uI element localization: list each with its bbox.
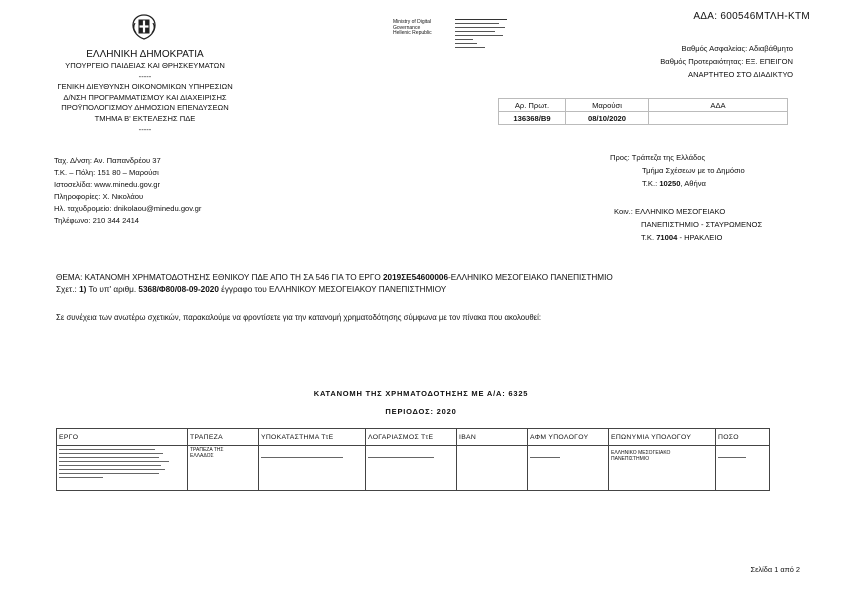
protocol-number: 136368/Β9: [499, 112, 566, 125]
column-header: ΛΟΓΑΡΙΑΣΜΟΣ ΤτΕ: [366, 429, 457, 446]
page-number: Σελίδα 1 από 2: [750, 565, 800, 574]
digital-signature-stamp: [393, 16, 533, 51]
header-separator: -----: [138, 71, 152, 81]
signature-org-line: Hellenic Republic: [393, 30, 432, 37]
signature-org-line: Ministry of Digital: [393, 19, 432, 25]
column-header: ΕΠΩΝΥΜΙΑ ΥΠΟΛΟΓΟΥ: [609, 429, 716, 446]
column-header: ΑΦΜ ΥΠΟΛΟΓΟΥ: [528, 429, 609, 446]
recipient-block: [610, 151, 820, 190]
account-cell: [366, 446, 457, 491]
cc-postal-code: 71004: [656, 233, 678, 242]
bank-name: ΕΛΛΑΔΟΣ: [190, 452, 214, 459]
website: Ιστοσελίδα: www.minedu.gov.gr: [54, 180, 161, 189]
reference-label: Σχετ.:: [56, 285, 80, 294]
amount-cell: [716, 446, 770, 491]
directorate-line-2: Δ/ΝΣΗ ΠΡΟΓΡΑΜΜΑΤΙΣΜΟΥ ΚΑΙ ΔΙΑΧΕΙΡΙΣΗΣ: [63, 92, 227, 102]
directorate-line-1: ΓΕΝΙΚΗ ΔΙΕΥΘΥΝΣΗ ΟΙΚΟΝΟΜΙΚΩΝ ΥΠΗΡΕΣΙΩΝ: [57, 82, 233, 92]
column-header: ΤΡΑΠΕΖΑ: [188, 429, 259, 446]
reference-source: έγγραφο του ΕΛΛΗΝΙΚΟΥ ΜΕΣΟΓΕΙΑΚΟΥ ΠΑΝΕΠΙΣΤΗΜΙΟΥ: [218, 285, 447, 294]
priority-level: Βαθμός Προτεραιότητας: ΕΞ. ΕΠΕΙΓΟΝ: [660, 57, 793, 66]
recipient-postal-code: 10250: [659, 179, 681, 188]
ada-header: ΑΔΑ: 600546ΜΤΛΗ-ΚΤΜ: [693, 11, 810, 22]
email-address: Ηλ. ταχυδρομείο: dnikolaou@minedu.gov.gr: [54, 204, 202, 213]
directorate-line-3: ΠΡΟΫΠΟΛΟΓΙΣΜΟΥ ΔΗΜΟΣΙΩΝ ΕΠΕΝΔΥΣΕΩΝ: [61, 103, 229, 113]
reference-document-id: 5368/Φ80/08-09-2020: [138, 285, 219, 294]
subject-text: ΘΕΜΑ: ΚΑΤΑΝΟΜΗ ΧΡΗΜΑΤΟΔΟΤΗΣΗΣ ΕΘΝΙΚΟΥ ΠΔΕ ΑΠΟ ΤΗ ΣΑ 546 ΓΙΑ ΤΟ ΕΡΓΟ: [56, 273, 383, 282]
postal-city: Τ.Κ. – Πόλη: 151 80 – Μαρούσι: [54, 168, 159, 177]
subject-project-name: -ΕΛΛΗΝΙΚΟ ΜΕΣΟΓΕΙΑΚΟ ΠΑΝΕΠΙΣΤΗΜΙΟ: [448, 273, 613, 282]
postal-address: Ταχ. Δ/νση: Αν. Παπανδρέου 37: [54, 156, 161, 165]
cc-postal-label: Τ.Κ.: [641, 233, 657, 242]
column-header: ΥΠΟΚΑΤΑΣΤΗΜΑ ΤτΕ: [259, 429, 366, 446]
payee-name: ΠΑΝΕΠΙΣΤΗΜΙΟ: [611, 455, 650, 462]
payee-cell: [609, 446, 716, 491]
allocation-period: ΠΕΡΙΟΔΟΣ: 2020: [385, 407, 457, 416]
protocol-place-header: Μαρούσι: [566, 99, 649, 112]
ministry-title: ΥΠΟΥΡΓΕΙΟ ΠΑΙΔΕΙΑΣ ΚΑΙ ΘΡΗΣΚΕΥΜΑΤΩΝ: [65, 61, 225, 70]
header-separator: -----: [138, 124, 152, 134]
column-header: ΠΟΣΟ: [716, 429, 770, 446]
reference-line: [56, 284, 796, 296]
intro-paragraph: Σε συνέχεια των ανωτέρω σχετικών, παρακαλούμε να φροντίσετε για την κατανομή χρηματοδότησης σύμφωνα με τον πίνακα που ακολουθεί:: [56, 313, 542, 322]
recipient-postal-label: Τ.Κ.:: [642, 179, 660, 188]
project-cell: [57, 446, 188, 491]
signature-detail-block: [455, 16, 515, 51]
allocation-table: [56, 428, 770, 491]
recipient-postal: [610, 177, 820, 190]
greek-emblem-icon: [131, 14, 157, 40]
signature-org-line: Governance: [393, 24, 421, 31]
protocol-date: 08/10/2020: [566, 112, 649, 125]
cc-recipient-location: ΠΑΝΕΠΙΣΤΗΜΙΟ - ΣΤΑΥΡΩΜΕΝΟΣ: [641, 220, 763, 229]
bank-cell: [188, 446, 259, 491]
branch-cell: [259, 446, 366, 491]
subject-line: [56, 272, 796, 284]
table-row: [57, 446, 770, 491]
phone-number: Τηλέφωνο: 210 344 2414: [54, 216, 140, 225]
protocol-ada: [649, 112, 788, 125]
protocol-ada-header: ΑΔΑ: [649, 99, 788, 112]
security-level: Βαθμός Ασφαλείας: Αδιαβάθμητο: [681, 44, 793, 53]
project-code: 2019ΣΕ54600006: [382, 273, 449, 282]
recipient-department: Τμήμα Σχέσεων με το Δημόσιο: [642, 166, 745, 175]
recipient-name: Προς: Τράπεζα της Ελλάδος: [610, 153, 706, 162]
reference-text: Το υπ' αριθμ.: [86, 285, 139, 294]
cc-block: [614, 205, 824, 244]
issuer-header: [40, 48, 250, 135]
protocol-number-header: Αρ. Πρωτ.: [499, 99, 566, 112]
contact-block: [54, 155, 354, 227]
publication-note: ΑΝΑΡΤΗΤΕΟ ΣΤΟ ΔΙΑΔΙΚΤΥΟ: [688, 70, 793, 79]
cc-city: - ΗΡΑΚΛΕΙΟ: [677, 233, 723, 242]
classification-block: [560, 42, 793, 81]
republic-title: ΕΛΛΗΝΙΚΗ ΔΗΜΟΚΡΑΤΙΑ: [86, 49, 204, 60]
allocation-title: ΚΑΤΑΝΟΜΗ ΤΗΣ ΧΡΗΜΑΤΟΔΟΤΗΣΗΣ ΜΕ Α/Α: 6325: [313, 389, 529, 398]
bank-name: ΤΡΑΠΕΖΑ ΤΗΣ: [190, 447, 224, 453]
column-header: ΙΒΑΝ: [457, 429, 528, 446]
column-header: ΕΡΓΟ: [57, 429, 188, 446]
table-header-row: [57, 429, 770, 446]
cc-recipient: Κοιν.: ΕΛΛΗΝΙΚΟ ΜΕΣΟΓΕΙΑΚΟ: [614, 207, 726, 216]
contact-person: Πληροφορίες: Χ. Νικολάου: [54, 192, 144, 201]
reference-number: 1): [79, 285, 87, 294]
recipient-city: , Αθήνα: [680, 179, 706, 188]
cc-postal: [614, 231, 824, 244]
department-line: ΤΜΗΜΑ Β' ΕΚΤΕΛΕΣΗΣ ΠΔΕ: [94, 113, 196, 123]
payee-name: ΕΛΛΗΝΙΚΟ ΜΕΣΟΓΕΙΑΚΟ: [611, 450, 671, 456]
protocol-table: [498, 98, 788, 125]
iban-cell: [457, 446, 528, 491]
tax-id-cell: [528, 446, 609, 491]
subject-block: [56, 272, 796, 296]
